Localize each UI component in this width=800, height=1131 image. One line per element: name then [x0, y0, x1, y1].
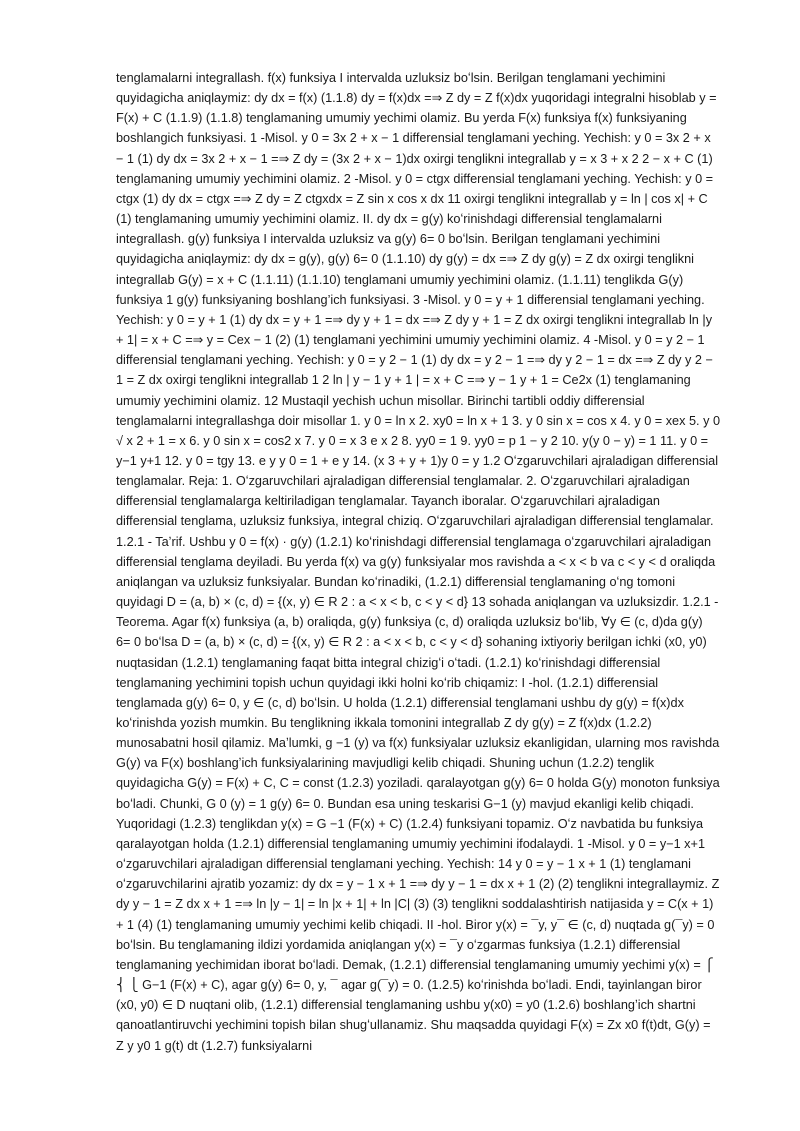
body-text: tenglamalarni integrallash. f(x) funksiya I intervalda uzluksiz boʻlsin. Berilgan tenglamani yechimini quyidagicha aniqlaymiz: dy dx = f(x) (1.1.8) dy = f(x)dx =⇒ Z dy = Z f(x)dx yuqoridagi integralni hisoblab y = F(x) + C (1.1.9) (1.1.8) tenglamaning umumiy yechimi olamiz. Bu yerda F(x) funksiya f(x) funksiyaning boshlangich funksiyasi. 1 -Misol. y 0 = 3x 2 + x − 1 differensial tenglamani yeching. Yechish: y 0 = 3x 2 + x − 1 (1) dy dx = 3x 2 + x − 1 =⇒ Z dy = (3x 2 + x − 1)dx oxirgi tenglikni integrallab y = x 3 + x 2 2 − x + C (1) tenglamaning umumiy yechimini olamiz. 2 -Misol. y 0 = ctgx differensial tenglamani yeching. Yechish: y 0 = ctgx (1) dy dx = ctgx =⇒ Z dy = Z ctgxdx = Z sin x cos x dx 11 oxirgi tenglikni integrallab y = ln | cos x| + C (1) tenglamaning umumiy yechimini olamiz. II. dy dx = g(y) koʻrinishdagi differensial tenglamalarni integrallash. g(y) funksiya I intervalda uzluksiz va g(y) 6= 0 boʻlsin. Berilgan tenglamani yechimini quyidagicha aniqlaymiz: dy dx = g(y), g(y) 6= 0 (1.1.10) dy g(y) = dx =⇒ Z dy g(y) = Z dx oxirgi tenglikni integrallab G(y) = x + C (1.1.11) (1.1.10) tenglamani umumiy yechimini olamiz. (1.1.11) tenglikda G(y) funksiya 1 g(y) funksiyaning boshlang’ich funksiyasi. 3 -Misol. y 0 = y + 1 differensial tenglamani yeching. Yechish: y 0 = y + 1 (1) dy dx = y + 1 =⇒ dy y + 1 = dx =⇒ Z dy y + 1 = Z dx oxirgi tenglikni integrallab ln |y + 1| = x + C =⇒ y = Cex − 1 (2) (1) tenglamani yechimini umumiy yechimini olamiz. 4 -Misol. y 0 = y 2 − 1 differensial tenglamani yeching. Yechish: y 0 = y 2 − 1 (1) dy dx = y 2 − 1 =⇒ dy y 2 − 1 = dx =⇒ Z dy y 2 − 1 = Z dx oxirgi tenglikni integrallab 1 2 ln | y − 1 y + 1 | = x + C =⇒ y − 1 y + 1 = Ce2x (1) tenglamaning umumiy yechimini olamiz. 12 Mustaqil yechish uchun misollar. Birinchi tartibli oddiy differensial tenglamalarni integrallashga doir misollar 1. y 0 = ln x 2. xy0 = ln x + 1 3. y 0 sin x = cos x 4. y 0 = xex 5. y 0 √ x 2 + 1 = x 6. y 0 sin x = cos2 x 7. y 0 = x 3 e x 2 8. yy0 = 1 9. yy0 = p 1 − y 2 10. y(y 0 − y) = 1 11. y 0 = y−1 y+1 12. y 0 = tgy 13. e y y 0 = 1 + e y 14. (x 3 + y + 1)y 0 = y 1.2 Oʻzgaruvchilari ajraladigan differensial tenglamalar. Reja: 1. Oʻzgaruvchilari ajraladigan differensial tenglamalar. 2. Oʻzgaruvchilari ajraladigan differensial tenglamalarga keltiriladigan tenglamalar. Tayanch iboralar. Oʻzgaruvchilari ajraladigan differensial tenglama, uzluksiz funksiya, integral chiziq. Oʻzgaruvchilari ajraladigan differensial tenglamalar. 1.2.1 - Taʼrif. Ushbu y 0 = f(x) · g(y) (1.2.1) koʻrinishdagi differensial tenglamaga oʻzgaruvchilari ajraladigan differensial tenglama deyiladi. Bu yerda f(x) va g(y) funksiyalar mos ravishda a < x < b va c < y < d oraliqda aniqlangan va uzluksiz funksiyalar. Bundan koʻrinadiki, (1.2.1) differensial tenglamaning oʻng tomoni quyidagi D = (a, b) × (c, d) = {(x, y) ∈ R 2 : a < x < b, c < y < d} 13 sohada aniqlangan va uzluksizdir. 1.2.1 - Teorema. Agar f(x) funksiya (a, b) oraliqda, g(y) funksiya (c, d) oraliqda uzluksiz boʻlib, ∀y ∈ (c, d)da g(y) 6= 0 boʻlsa D = (a, b) × (c, d) = {(x, y) ∈ R 2 : a < x < b, c < y < d} sohaning ixtiyoriy berilgan ichki (x0, y0) nuqtasidan (1.2.1) tenglamaning faqat bitta integral chizigʻi oʻtadi. (1.2.1) koʻrinishdagi differensial tenglamaning yechimini topish uchun quyidagi ikki holni koʻrib chiqamiz: I -hol. (1.2.1) differensial tenglamada g(y) 6= 0, y ∈ (c, d) boʻlsin. U holda (1.2.1) differensial tenglamani ushbu dy g(y) = f(x)dx koʻrinishda yozish mumkin. Bu tenglikning ikkala tomonini integrallab Z dy g(y) = Z f(x)dx (1.2.2) munosabatni hosil qilamiz. Maʼlumki, g −1 (y) va f(x) funksiyalar uzluksiz ekanligidan, ularning mos ravishda G(y) va F(x) boshlangʼich funksiyalarining mavjudligi kelib chiqadi. Shuning uchun (1.2.2) tenglik quyidagicha G(y) = F(x) + C, C = const (1.2.3) yoziladi. qaralayotgan g(y) 6= 0 holda G(y) monoton funksiya boʻladi. Chunki, G 0 (y) = 1 g(y) 6= 0. Bundan esa uning teskarisi G−1 (y) mavjud ekanligi kelib chiqadi. Yuqoridagi (1.2.3) tenglikdan y(x) = G −1 (F(x) + C) (1.2.4) funksiyani topamiz. Oʻz navbatida bu funksiya qaralayotgan holda (1.2.1) differensial tenglamaning umumiy yechimini ifodalaydi. 1 -Misol. y 0 = y−1 x+1 oʻzgaruvchilari ajraladigan differensial tenglamani yeching. Yechish: 14 y 0 = y − 1 x + 1 (1) tenglamani oʻzgaruvchilarini ajratib yozamiz: dy dx = y − 1 x + 1 =⇒ dy y − 1 = dx x + 1 (2) (2) tenglikni integrallaymiz. Z dy y − 1 = Z dx x + 1 =⇒ ln |y − 1| = ln |x + 1| + ln |C| (3) (3) tenglikni soddalashtirish natijasida y = C(x + 1) + 1 (4) (1) tenglamaning umumiy yechimi kelib chiqadi. II -hol. Biror y(x) = ¯y, y¯ ∈ (c, d) nuqtada g(¯y) = 0 boʻlsin. Bu tenglamaning ildizi yordamida aniqlangan y(x) = ¯y oʻzgarmas funksiya (1.2.1) differensial tenglamaning yechimidan iborat boʻladi. Demak, (1.2.1) differensial tenglamaning umumiy yechimi y(x) = ⎧ ⎨ ⎩ G−1 (F(x) + C), agar g(y) 6= 0, y, ¯ agar g(¯y) = 0. (1.2.5) koʻrinishda boʻladi. Endi, tayinlangan biror (x0, y0) ∈ D nuqtani olib, (1.2.1) differensial tenglamaning ushbu y(x0) = y0 (1.2.6) boshlangʼich shartni qanoatlantiruvchi yechimini topish bilan shugʻullanamiz. Shu maqsadda quyidagi F(x) = Zx x0 f(t)dt, G(y) = Z y y0 1 g(t) dt (1.2.7) funksiyalarni: [116, 71, 721, 1053]
